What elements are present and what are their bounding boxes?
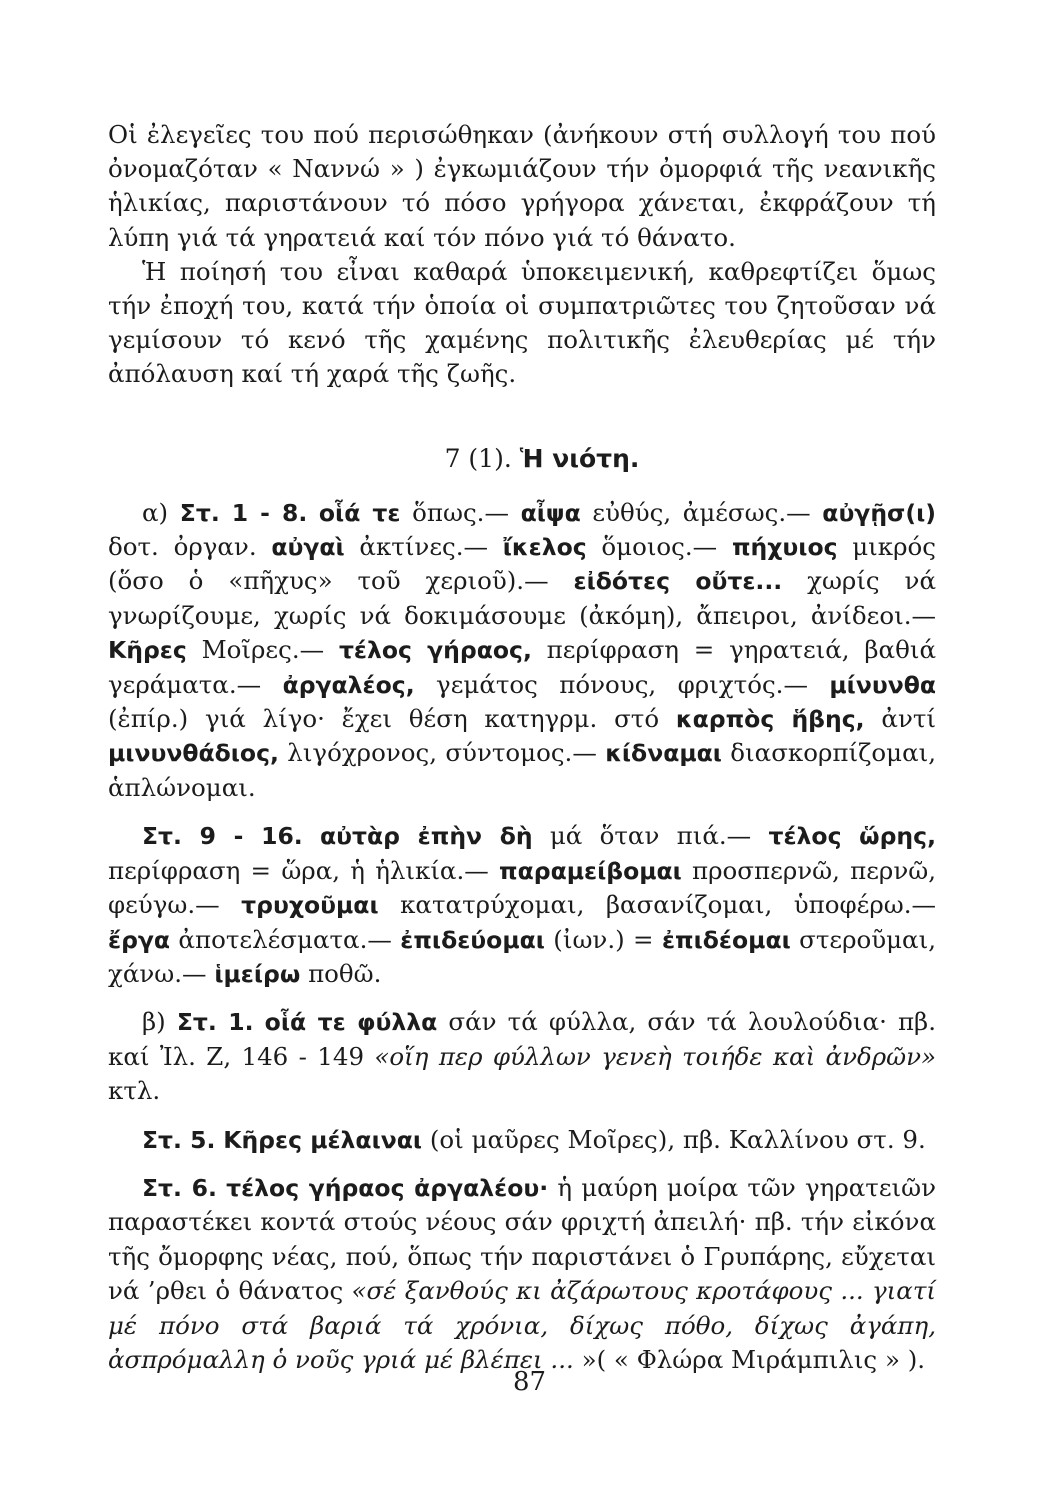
note-term: ἐπιδέομαι: [661, 925, 791, 954]
note-term: ἱμείρω: [214, 959, 301, 988]
note-gloss: γεμάτος πόνους, φριχτός.—: [414, 669, 830, 699]
note-gloss: Μοῖρες.—: [186, 635, 339, 665]
note-gloss: κτλ.: [108, 1076, 161, 1106]
intro-paragraph-2: Ἡ ποίησή του εἶναι καθαρά ὑποκειμενική, καθρεφτίζει ὅμως τήν ἐποχή του, κατά τήν ὁποία οἱ συμπατριῶτες του ζητοῦσαν νά γεμίσουν τό κενό τῆς χαμένης πολιτικῆς ἐλευθερίας μέ τήν ἀπόλαυση καί τή χαρά τῆς ζωῆς.: [108, 256, 936, 389]
note-verses-9-16: [108, 819, 936, 991]
note-gloss: ἡ μαύρη μοίρα τῶν γηρατειῶν παραστέκει κοντά στούς νέους σάν φριχτή ἀπειλή· πβ. τήν εἰκόνα τῆς ὄμορφης νέας, πού, ὅπως τήν παριστάνει ὁ Γρυπάρης, εὔχεται νά ’ρθει ὁ θάνατος: [108, 1172, 936, 1306]
note-gloss: εὐθύς, ἀμέσως.—: [580, 497, 823, 527]
note-term: Στ. 1 - 8.: [179, 498, 308, 527]
section-title: Ἡ νιότη.: [519, 443, 640, 473]
note-term: κίδναμαι: [605, 739, 722, 768]
note-gloss: μικρός (ὅσο ὁ «πῆχυς» τοῦ χεριοῦ).—: [108, 532, 936, 596]
note-quote: «σέ ξανθούς κι ἀζάρωτους κροτάφους ... γιατί μέ πόνο στά βαριά τά χρόνια, δίχως πόθο, δίχως ἀγάπη, ἀσπρόμαλλη ὁ νοῦς γριά μέ βλέπει ...: [108, 1276, 936, 1374]
note-verse-6: [108, 1171, 936, 1377]
note-gloss: ὅπως.—: [400, 497, 521, 527]
note-term: καρπὸς ἥβης,: [675, 705, 865, 734]
note-term: οἷά τε φύλλα: [264, 1008, 438, 1037]
note-prefix: α): [142, 497, 169, 527]
note-term: ἀργαλέος,: [282, 670, 415, 699]
note-term: αὐγαὶ: [271, 533, 345, 562]
note-gloss: προσπερνῶ, περνῶ, φεύγω.—: [108, 855, 936, 920]
note-gloss: χωρίς νά γνωρίζουμε, χωρίς νά δοκιμάσουμε (ἀκόμη), ἄπειροι, ἀνίδεοι.—: [108, 566, 936, 630]
note-gloss: στεροῦμαι, χάνω.—: [108, 924, 936, 988]
page-number: 87: [512, 1367, 547, 1397]
note-term: ἔργα: [108, 925, 171, 954]
note-verse-5: [108, 1123, 936, 1157]
note-term: τέλος γήραος,: [338, 636, 532, 665]
note-term: αἶψα: [520, 498, 581, 527]
section-heading: [108, 442, 936, 476]
section-number: 7 (1).: [444, 443, 512, 473]
note-term: μινυνθάδιος,: [108, 739, 279, 768]
note-prefix: β): [142, 1007, 166, 1037]
note-term: αὐγῇσ(ι): [822, 498, 936, 527]
page-body: [108, 118, 936, 1391]
note-term: Στ. 1.: [176, 1008, 254, 1037]
note-gloss: (ἐπίρ.) γιά λίγο· ἔχει θέση κατηγρμ. στό: [108, 704, 676, 734]
note-gloss: σάν τά φύλλα, σάν τά λουλούδια· πβ. καί Ἰλ. Ζ, 146 - 149: [108, 1007, 936, 1071]
note-term: πήχυιος: [731, 533, 838, 562]
note-term: Στ. 5.: [142, 1125, 216, 1154]
note-gloss: ποθῶ.: [300, 958, 382, 988]
note-term: ἐπιδεύομαι: [400, 925, 545, 954]
note-term: Κῆρες μέλαιναι: [223, 1125, 423, 1154]
note-gloss: »( « Φλώρα Μιράμπιλις » ).: [573, 1344, 926, 1374]
note-verse-1: [108, 1005, 936, 1108]
note-gloss: ἀντί: [864, 704, 936, 734]
note-term: εἰδότες οὔτε...: [573, 567, 783, 596]
note-gloss: περίφραση = γηρατειά, βαθιά γεράματα.—: [108, 635, 936, 699]
note-term: τέλος ὥρης,: [768, 822, 936, 851]
note-term: παραμείβομαι: [499, 856, 682, 885]
note-term: Στ. 6.: [142, 1173, 217, 1202]
note-gloss: (ἰων.) =: [544, 924, 662, 954]
note-gloss: μά ὅταν πιά.—: [532, 821, 769, 851]
note-term: τέλος γήραος ἀργαλέου·: [226, 1173, 549, 1202]
note-gloss: λιγόχρονος, σύντομος.—: [278, 738, 606, 768]
note-gloss: περίφραση = ὥρα, ἡ ἡλικία.—: [108, 855, 500, 885]
note-term: μίνυνθα: [829, 670, 936, 699]
note-term: οἷά τε: [318, 498, 401, 527]
note-term: Κῆρες: [108, 636, 187, 665]
intro-paragraph-1: Οἱ ἐλεγεῖες του πού περισώθηκαν (ἀνήκουν στή συλλογή του πού ὀνομαζόταν « Ναννώ » ) ἐγκωμιάζουν τήν ὀμορφιά τῆς νεανικῆς ἡλικίας, παριστάνουν τό πόσο γρήγορα χάνεται, ἐκφράζουν τή λύπη γιά τά γηρατειά καί τόν πόνο γιά τό θάνατο.: [108, 120, 936, 252]
note-gloss: ὅμοιος.—: [586, 532, 732, 562]
note-gloss: κατατρύχομαι, βασανίζομαι, ὑποφέρω.—: [378, 890, 937, 920]
note-term: ἴκελος: [502, 533, 587, 562]
note-term: Στ. 9 - 16.: [142, 822, 303, 851]
note-gloss: δοτ. ὀργαν.: [108, 532, 272, 562]
note-term: τρυχοῦμαι: [241, 891, 379, 920]
note-gloss: διασκορπίζομαι, ἁπλώνομαι.: [108, 738, 937, 802]
note-term: αὐτὰρ ἐπὴν δὴ: [320, 822, 533, 851]
note-gloss: ἀποτελέσματα.—: [170, 924, 401, 954]
note-gloss: ἀκτίνες.—: [344, 532, 503, 562]
note-quote: «οἵη περ φύλλων γενεὴ τοιήδε καὶ ἀνδρῶν»: [374, 1041, 936, 1071]
note-gloss: (οἱ μαῦρες Μοῖρες), πβ. Καλλίνου στ. 9.: [422, 1124, 926, 1154]
note-verses-1-8: [108, 496, 936, 806]
